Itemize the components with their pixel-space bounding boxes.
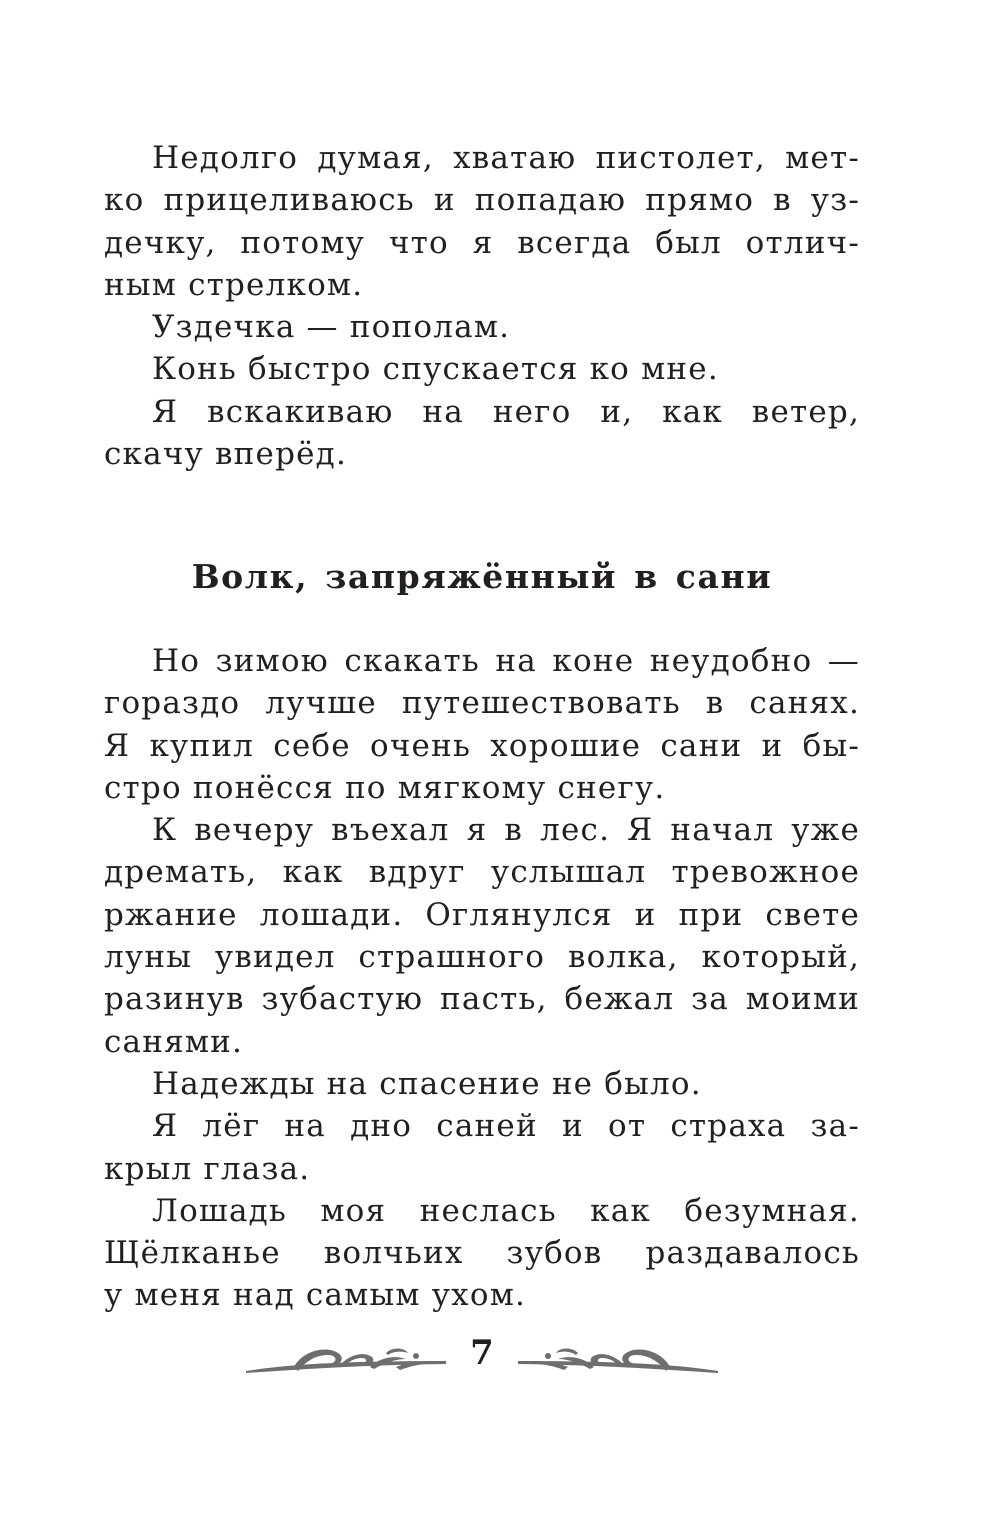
text-line: дремать, как вдруг услышал тревожное xyxy=(104,854,860,891)
text-block-bottom xyxy=(104,640,860,1317)
text-line: санями. xyxy=(104,1023,244,1060)
section-title: Волк, запряжённый в сани xyxy=(191,557,773,596)
text-line: скачу вперёд. xyxy=(104,436,347,473)
text-line: ржание лошади. Оглянулся и при свете xyxy=(104,896,860,933)
text-line: Щёлканье волчьих зубов раздавалось xyxy=(104,1235,860,1272)
text-line: Лошадь моя неслась как безумная. xyxy=(152,1192,860,1229)
text-line: Я вскакиваю на него и, как ветер, xyxy=(152,393,860,430)
text-line: К вечеру въехал я в лес. Я начал уже xyxy=(152,812,860,849)
text-line: Недолго думая, хватаю пистолет, мет- xyxy=(152,140,860,176)
text-line: Уздечка — пополам. xyxy=(152,309,511,346)
flourish-ornament-icon xyxy=(246,1327,446,1383)
text-line: ко прицеливаюсь и попадаю прямо в уз- xyxy=(104,182,860,219)
text-line: дечку, потому что я всегда был отлич- xyxy=(104,224,860,261)
text-line: ным стрелком. xyxy=(104,266,364,303)
flourish-ornament-icon xyxy=(518,1327,718,1383)
text-line: Я лёг на дно саней и от страха за- xyxy=(152,1108,860,1145)
page-footer xyxy=(246,1327,718,1383)
text-line: крыл глаза. xyxy=(104,1150,311,1187)
page-number: 7 xyxy=(470,1333,494,1373)
text-line: разинув зубастую пасть, бежал за моими xyxy=(104,981,860,1018)
text-line: луны увидел страшного волка, который, xyxy=(104,939,860,976)
text-line: Надежды на спасение не было. xyxy=(152,1065,702,1102)
text-line: гораздо лучше путешествовать в санях. xyxy=(104,685,860,722)
text-line: Но зимою скакать на коне неудобно — xyxy=(152,643,860,679)
text-block-top xyxy=(104,137,860,475)
book-page xyxy=(104,0,860,1517)
text-line: Конь быстро спускается ко мне. xyxy=(152,351,719,388)
text-line: стро понёсся по мягкому снегу. xyxy=(104,769,666,806)
text-line: у меня над самым ухом. xyxy=(104,1277,527,1314)
text-line: Я купил себе очень хорошие сани и бы- xyxy=(104,727,860,764)
